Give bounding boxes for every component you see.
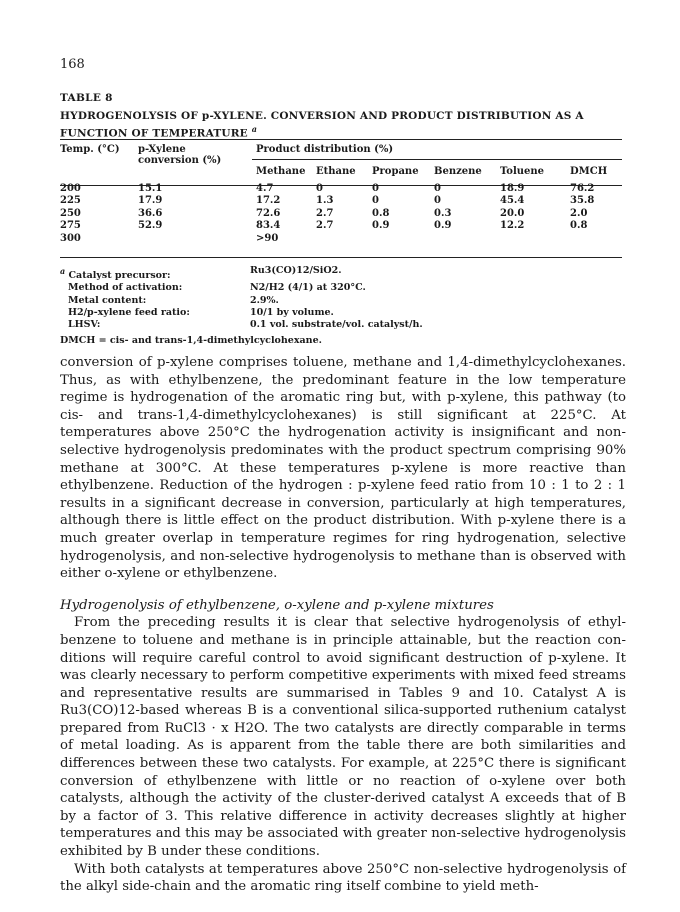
cell-temp: 225 <box>60 195 81 206</box>
footnote-mark: a <box>251 124 258 134</box>
table-header-row <box>60 140 622 166</box>
table-row <box>60 220 622 233</box>
cell-toluene: 20.0 <box>500 207 525 219</box>
header-temp: Temp. (°C) <box>60 144 120 155</box>
cell-ethane: 2.7 <box>316 207 334 219</box>
table-label: TABLE 8 <box>60 92 113 104</box>
cell-temp: 275 <box>60 220 81 231</box>
footnote-value: Ru3(CO)12/SiO2. <box>250 265 342 276</box>
subheader-benzene: Benzene <box>434 166 482 177</box>
page-number: 168 <box>60 57 85 72</box>
section-heading: Hydrogenolysis of ethylbenzene, o-xylene and p-xylene mixtures <box>60 597 494 613</box>
cell-temp: 250 <box>60 207 81 219</box>
cell-conversion: 52.9 <box>138 220 163 231</box>
subheader-methane: Methane <box>256 166 306 177</box>
cell-dmch <box>570 233 622 246</box>
cell-propane <box>372 233 434 246</box>
cell-benzene: 0.3 <box>434 207 452 219</box>
footnote-row <box>60 295 423 307</box>
cell-conversion <box>138 233 256 246</box>
cell-benzene <box>434 233 500 246</box>
cell-dmch: 2.0 <box>570 207 588 219</box>
subheader-toluene: Toluene <box>500 166 545 177</box>
subheader-ethane: Ethane <box>316 166 356 177</box>
cell-methane: 17.2 <box>256 195 281 206</box>
cell-benzene: 0 <box>434 195 441 206</box>
footnote-row <box>60 265 423 282</box>
table-title-line1: HYDROGENOLYSIS OF p-XYLENE. CONVERSION AND PRODUCT DISTRIBUTION AS A <box>60 110 584 122</box>
table-bottom-rule <box>60 257 622 258</box>
footnote-key: Method of activation: <box>68 282 183 294</box>
cell-benzene: 0 <box>434 182 441 194</box>
cell-ethane: 2.7 <box>316 220 334 231</box>
paragraph: conversion of p-xylene comprises toluene, methane and 1,4-dimethylcyclohexanes. Thus, as with ethylbenzene, the predominant feature in the low temperature regime is hydrogenation of the aromatic ring but, with p-xylene, this pathway (to cis- and trans-1,4-dimethylcyclohexanes) is still significant at 225°C. At temperatures above 250°C the hydrogenation activity is insignificant and non-selective hydrogenolysis predominates with the product spectrum comprising 90% methane at 300°C. At these temperatures p-xylene is more reactive than ethylbenzene. Reduction of the hydrogen : p-xylene feed ratio from 10 : 1 to 2 : 1 results in a significant decrease in conversion, particularly at high temperatures, although there is little effect on the product distribution. With p-xylene there is a much greater overlap in temperature regimes for ring hydrogenation, selective hydrogenolysis, and non-selective hydrogenolysis to methane than is observed with either o-xylene or ethylbenzene. <box>60 355 626 582</box>
cell-toluene: 12.2 <box>500 220 525 231</box>
cell-propane: 0 <box>372 195 379 206</box>
data-table <box>60 140 622 245</box>
subheader-dmch: DMCH <box>570 166 608 177</box>
cell-propane: 0.9 <box>372 220 390 231</box>
header-conversion-line1: p-Xylene <box>138 144 186 155</box>
header-product-distribution: Product distribution (%) <box>256 144 394 155</box>
cell-toluene <box>500 233 570 246</box>
footnote-key: H2/p-xylene feed ratio: <box>68 307 190 319</box>
cell-methane: 72.6 <box>256 207 281 219</box>
cell-temp: 300 <box>60 232 81 244</box>
cell-ethane: 0 <box>316 182 323 194</box>
table-row <box>60 183 622 196</box>
cell-propane: 0.8 <box>372 207 390 219</box>
cell-toluene: 18.9 <box>500 182 525 194</box>
paragraph: With both catalysts at temperatures above 250°C non-selective hydrogenolysis of the alkyl side-chain and the aromatic ring itself combine to yield meth- <box>60 861 626 895</box>
footnote-value: 10/1 by volume. <box>250 307 334 319</box>
body-text <box>60 354 626 896</box>
footnote-key: Metal content: <box>68 294 147 306</box>
header-conversion-line2: conversion (%) <box>138 155 222 166</box>
cell-methane: 83.4 <box>256 220 281 231</box>
paragraph: From the preceding results it is clear that selective hydrogenolysis of ethylbenzene to toluene and methane is in principle attainable, but the reaction conditions will require careful control to avoid significant destruction of p-xylene. It was clearly necessary to perform competitive experiments with mixed feed streams and representative results are summarised in Tables 9 and 10. Catalyst A is Ru3(CO)12-based whereas B is a conventional silica-supported ruthenium catalyst prepared from RuCl3 · x H2O. The two catalysts are directly comparable in terms of metal loading. As is apparent from the table there are both similarities and differences between these two catalysts. For example, at 225°C there is significant conversion of ethylbenzene with little or no reaction of o-xylene over both catalysts, although the activity of the cluster-derived catalyst A exceeds that of B by a factor of 3. This relative difference in activity decreases slightly at higher temperatures and this may be associated with greater non-selective hydrogenolysis exhibited by B under these conditions. <box>60 615 626 860</box>
footnote-mark: a <box>60 266 66 276</box>
footnote-key <box>60 265 250 282</box>
table-row <box>60 233 622 246</box>
cell-dmch: 35.8 <box>570 195 595 206</box>
cell-toluene: 45.4 <box>500 195 525 206</box>
footnote-value: N2/H2 (4/1) at 320°C. <box>250 282 366 294</box>
cell-propane: 0 <box>372 182 379 194</box>
cell-methane: >90 <box>256 232 279 244</box>
cell-benzene: 0.9 <box>434 220 452 231</box>
cell-dmch: 76.2 <box>570 182 595 194</box>
footnote-dmch: DMCH = cis- and trans-1,4-dimethylcyclohexane. <box>60 334 322 346</box>
cell-conversion: 17.9 <box>138 195 163 206</box>
footnote-value: 0.1 vol. substrate/vol. catalyst/h. <box>250 319 423 331</box>
cell-methane: 4.7 <box>256 182 274 194</box>
subheader-propane: Propane <box>372 166 419 177</box>
table-subheader-row <box>60 166 622 179</box>
table-title-line2-text: FUNCTION OF TEMPERATURE <box>60 127 248 140</box>
table-title <box>60 110 620 141</box>
footnote-key-text: Catalyst precursor: <box>68 270 171 282</box>
cell-ethane <box>316 233 372 246</box>
footnote-key: LHSV: <box>68 319 101 331</box>
table-footnotes <box>60 265 423 347</box>
table-title-line2 <box>60 123 620 141</box>
footnote-value: 2.9%. <box>250 294 279 306</box>
footnote-row <box>60 319 423 331</box>
table-row <box>60 195 622 208</box>
cell-ethane: 1.3 <box>316 195 334 206</box>
footnote-row <box>60 307 423 319</box>
footnote-row <box>60 282 423 294</box>
header-conversion <box>138 140 256 166</box>
cell-dmch: 0.8 <box>570 220 588 231</box>
cell-conversion: 15.1 <box>138 182 163 194</box>
table-row <box>60 208 622 221</box>
cell-conversion: 36.6 <box>138 207 163 219</box>
cell-temp: 200 <box>60 182 81 194</box>
